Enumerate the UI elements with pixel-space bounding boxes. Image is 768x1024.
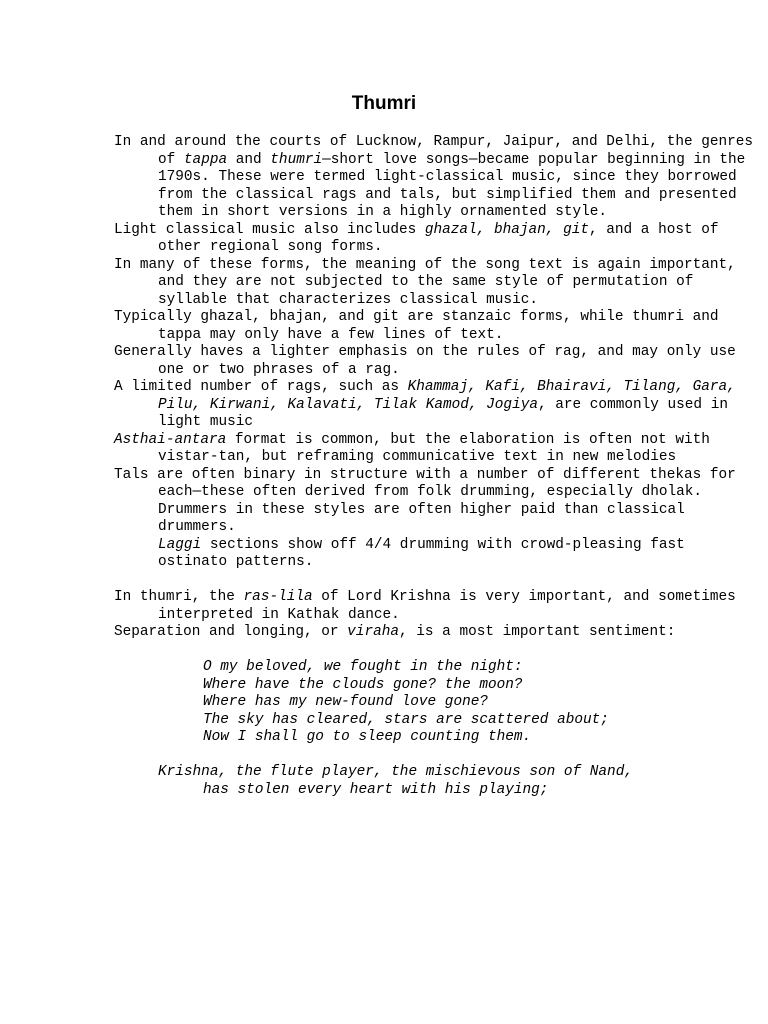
verse-line: Where have the clouds gone? the moon? [203,676,523,693]
paragraph-light-classical-forms [114,222,754,257]
paragraph-viraha [114,624,754,642]
term-forms: ghazal, bhajan, git [424,221,589,238]
paragraph-text: Light classical music also includes [114,221,425,238]
paragraph-text: , are commonly used in light music [158,396,728,430]
subparagraph-laggi [114,537,754,572]
term-ras-lila: ras-lila [243,589,313,605]
paragraph-text: of Lord Krishna is very important, and sometimes interpreted in Kathak dance. [158,589,736,623]
paragraph-limited-rags [114,379,754,432]
document-body [114,134,754,799]
paragraph-text: A limited number of rags, such as [114,379,408,395]
paragraph-song-text-meaning: In many of these forms, the meaning of the song text is again important, and they are not subjected to the same style of permutation of syllable that characterizes classical music. [114,256,736,308]
paragraph-text: —short love songs—became popular beginning in the 1790s. These were termed light-classical music, since they borrowed from the classical rags and tals, but simplified them and presented them in short versions in a highly ornamented style. [158,151,746,220]
verse-line: The sky has cleared, stars are scattered about; [203,711,609,728]
spacer [114,642,754,660]
rag-list: Khammaj, Kafi, Bhairavi, Tilang, Gara, Pilu, Kirwani, Kalavati, Tilak Kamod, Jogiya [158,379,736,413]
verse-line: Where has my new-found love gone? [203,694,488,710]
paragraph-text: , is a most important sentiment: [399,624,676,640]
spacer [114,747,754,765]
verse-line: has stolen every heart with his playing; [203,781,549,798]
paragraph-text: , and a host of other regional song forms. [158,221,719,255]
term-laggi: Laggi [158,536,202,553]
page-title: Thumri [351,93,417,114]
paragraph-ras-lila [114,589,754,624]
subparagraph-drummers: Drummers in these styles are often higher paid than classical drummers. [158,501,685,535]
term-tappa: tappa [183,151,228,168]
paragraph-text: format is common, but the elaboration is often not with vistar-tan, but reframing communicative text in new melodies [158,431,710,465]
verse-line: Krishna, the flute player, the mischievous son of Nand, [158,764,633,780]
paragraph-light-classical-origins [114,134,754,222]
paragraph-tals: Tals are often binary in structure with a number of different thekas for each—these often derived from folk drumming, especially dholak. [114,466,736,500]
verse-line: O my beloved, we fought in the night: [203,659,523,675]
paragraph-text: Separation and longing, or [114,624,348,640]
term-thumri: thumri [270,151,323,168]
verse-line: Now I shall go to sleep counting them. [203,729,532,745]
term-viraha: viraha [347,624,399,640]
paragraph-rag-emphasis: Generally haves a lighter emphasis on the rules of rag, and may only use one or two phrases of a rag. [114,344,736,378]
paragraph-text: sections show off 4/4 drumming with crowd-pleasing fast ostinato patterns. [158,536,685,570]
paragraph-text: and [227,151,271,168]
spacer [114,572,754,590]
paragraph-asthai-antara [114,432,754,467]
paragraph-stanzaic-forms: Typically ghazal, bhajan, and git are stanzaic forms, while thumri and tappa may only have a few lines of text. [114,309,719,343]
paragraph-text: In thumri, the [114,589,244,605]
paragraph-text: In and around the courts of Lucknow, Rampur, Jaipur, and Delhi, the genres of [114,134,754,168]
term-asthai-antara: Asthai-antara [114,431,227,448]
